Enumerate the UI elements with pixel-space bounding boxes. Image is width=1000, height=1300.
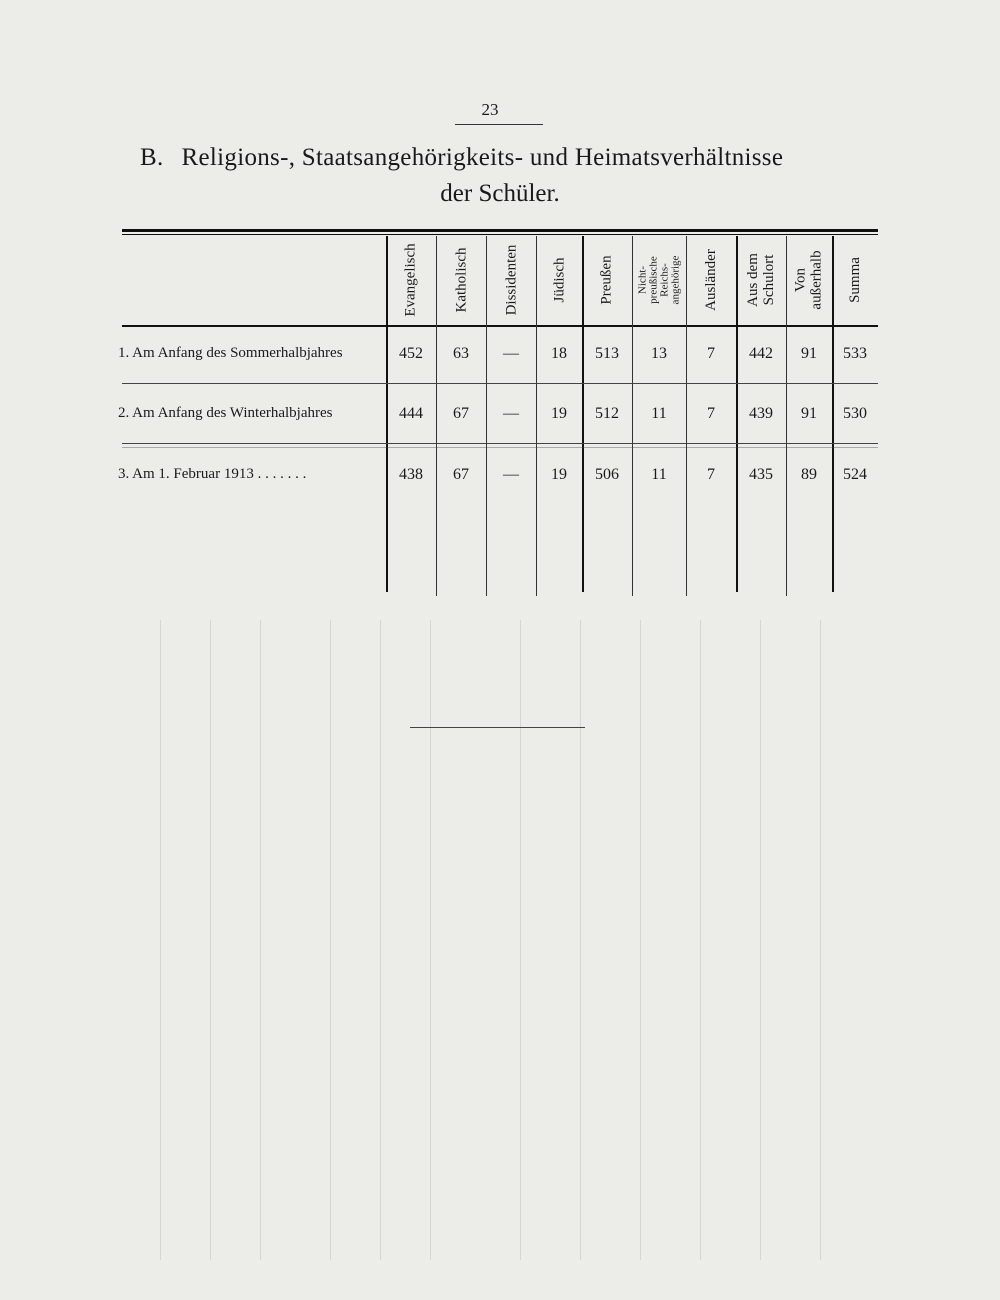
row-separator xyxy=(122,447,878,448)
row-label: 3. Am 1. Februar 1913 . . . . . . . xyxy=(118,466,307,482)
table-cell: — xyxy=(503,466,519,483)
column-header-line: Aus dem xyxy=(745,253,761,307)
table-cell: 91 xyxy=(801,345,817,362)
column-header-label: Dissidenten xyxy=(503,244,520,316)
table-cell: 524 xyxy=(843,466,867,483)
section-subtitle: der Schüler. xyxy=(440,180,560,207)
table-cell: 19 xyxy=(551,466,567,483)
table-cell: 18 xyxy=(551,345,567,362)
bleed-through-line xyxy=(210,620,211,1260)
column-header-label: Ausländer xyxy=(703,249,719,311)
column-header-label: Preußen xyxy=(599,255,615,305)
table-top-rule xyxy=(122,229,878,232)
table-cell: 513 xyxy=(595,345,619,362)
table-cell: 530 xyxy=(843,405,867,422)
row-separator xyxy=(122,443,878,444)
bleed-through-line xyxy=(700,620,701,1260)
column-header-line: Reichs- xyxy=(658,263,670,297)
column-header-line: Von xyxy=(793,268,810,292)
column-header xyxy=(832,238,878,322)
bleed-through-line xyxy=(760,620,761,1260)
section-title xyxy=(140,144,860,172)
bleed-through-line xyxy=(820,620,821,1260)
table-cell: — xyxy=(503,405,519,422)
table-cell: 13 xyxy=(651,345,667,362)
table-cell: 11 xyxy=(651,405,667,422)
table-cell: 67 xyxy=(453,405,469,422)
bleed-through-line xyxy=(330,620,331,1260)
column-header xyxy=(436,238,486,322)
page-number-rule xyxy=(455,124,543,125)
bleed-through-line xyxy=(430,620,431,1260)
table-cell: 19 xyxy=(551,405,567,422)
column-header-label: Evangelisch xyxy=(403,243,419,317)
table-cell: 7 xyxy=(707,345,715,362)
table-cell: 91 xyxy=(801,405,817,422)
bleed-through-line xyxy=(260,620,261,1260)
column-header-label: Jüdisch xyxy=(551,257,567,303)
column-header-label: Katholisch xyxy=(453,247,469,313)
column-header xyxy=(632,238,686,322)
table-cell: 439 xyxy=(749,405,773,422)
table-cell: 533 xyxy=(843,345,867,362)
table-cell: 7 xyxy=(707,405,715,422)
column-header-line: Schulort xyxy=(761,254,777,306)
table-cell: 7 xyxy=(707,466,715,483)
column-header xyxy=(486,238,536,322)
table-cell: 435 xyxy=(749,466,773,483)
column-header-label xyxy=(745,253,777,307)
section-title-text: Religions-, Staatsangehörigkeits- und Heimatsverhältnisse xyxy=(181,144,784,171)
column-header-label: Summa xyxy=(847,257,863,303)
bleed-through-line xyxy=(520,620,521,1260)
column-header xyxy=(686,238,736,322)
table-top-rule-thin xyxy=(122,234,878,235)
column-header xyxy=(736,238,786,322)
table-cell: 506 xyxy=(595,466,619,483)
table-cell: 442 xyxy=(749,345,773,362)
table-cell: 438 xyxy=(399,466,423,483)
section-letter: B. xyxy=(140,144,164,171)
row-label: 2. Am Anfang des Winterhalbjahres xyxy=(118,405,333,421)
page-number: 23 xyxy=(481,100,499,119)
column-header xyxy=(786,238,832,322)
column-header-line: angehörige xyxy=(669,255,681,305)
column-header-line: Nicht- xyxy=(636,265,648,295)
column-header xyxy=(536,238,582,322)
row-label: 1. Am Anfang des Sommerhalbjahres xyxy=(118,345,343,361)
table-cell: 11 xyxy=(651,466,667,483)
column-header xyxy=(386,238,436,322)
table-cell: 63 xyxy=(453,345,469,362)
bleed-through-line xyxy=(640,620,641,1260)
bleed-through-line xyxy=(580,620,581,1260)
column-header-label xyxy=(637,256,681,305)
column-header-label xyxy=(793,250,825,309)
column-header-line: außerhalb xyxy=(809,250,826,310)
table-cell: 67 xyxy=(453,466,469,483)
row-separator xyxy=(122,383,878,384)
table-cell: 452 xyxy=(399,345,423,362)
table-end-rule xyxy=(410,727,585,728)
column-header xyxy=(582,238,632,322)
header-bottom-rule xyxy=(122,325,878,327)
column-header-line: preußische xyxy=(647,256,659,304)
table-cell: 444 xyxy=(399,405,423,422)
table-cell: 512 xyxy=(595,405,619,422)
table-cell: 89 xyxy=(801,466,817,483)
bleed-through-line xyxy=(160,620,161,1260)
bleed-through-line xyxy=(380,620,381,1260)
table-cell: — xyxy=(503,345,519,362)
